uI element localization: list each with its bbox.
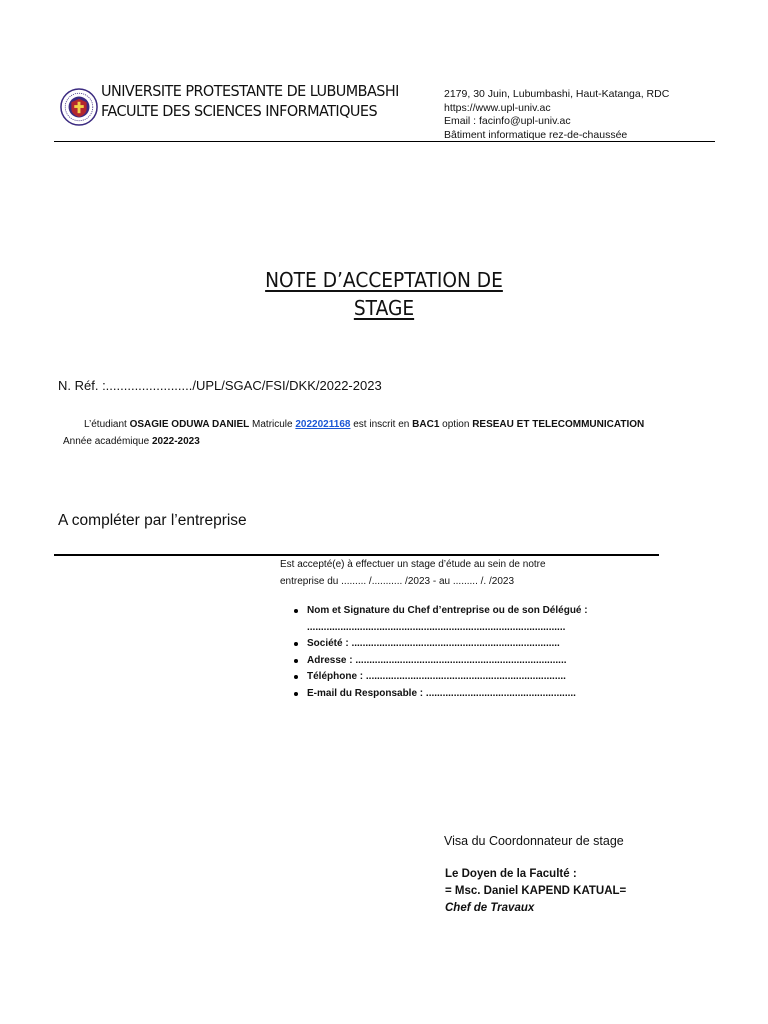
matricule-link[interactable]: 2022021168	[295, 419, 351, 430]
internship-dates[interactable]: entreprise du ......... /........... /2023 - au ......... /. /2023	[280, 576, 515, 587]
matricule-label: Matricule	[249, 419, 296, 430]
academic-year: 2022-2023	[151, 436, 200, 447]
dean-signature-block	[445, 866, 626, 917]
academic-year-line	[63, 435, 200, 449]
faculty-name: FACULTE DES SCIENCES INFORMATIQUES	[101, 102, 378, 120]
enrolled-text: est inscrit en	[350, 419, 413, 430]
student-intro: L’étudiant	[84, 419, 130, 430]
building-line: Bâtiment informatique rez-de-chaussée	[444, 128, 628, 141]
dean-title: Le Doyen de la Faculté :	[445, 868, 577, 880]
academic-year-label: Année académique	[63, 436, 152, 447]
chief-signature-dots[interactable]: .............................................................................................	[307, 621, 566, 633]
company-address-field[interactable]: Adresse : ............................................................................	[290, 653, 588, 670]
option-label: option	[439, 419, 473, 430]
student-name: OSAGIE ODUWA DANIEL	[129, 419, 250, 430]
header-divider	[54, 141, 715, 142]
company-fields-list	[290, 603, 588, 702]
section-divider	[54, 554, 659, 556]
chief-signature-field[interactable]: Nom et Signature du Chef d’entreprise ou de son Délégué :	[290, 603, 588, 620]
university-seal-logo	[60, 88, 98, 126]
reference-number: N. Réf. :......................../UPL/SGAC/FSI/DKK/2022-2023	[58, 378, 382, 393]
company-name-field[interactable]: Société : ...........................................................................	[290, 636, 588, 653]
title-line-2: STAGE	[353, 296, 415, 320]
email-line[interactable]: Email : facinfo@upl-univ.ac	[444, 115, 571, 127]
acceptance-text: Est accepté(e) à effectuer un stage d’étude au sein de notre	[280, 559, 546, 570]
document-title	[27, 266, 741, 322]
student-level: BAC1	[412, 419, 440, 430]
address-line: 2179, 30 Juin, Lubumbashi, Haut-Katanga, RDC	[444, 88, 670, 100]
company-section-heading: A compléter par l’entreprise	[58, 512, 247, 529]
student-statement	[84, 418, 644, 432]
title-line-1: NOTE D’ACCEPTATION DE	[265, 268, 503, 292]
website-link[interactable]: https://www.upl-univ.ac	[444, 101, 551, 114]
dean-rank: Chef de Travaux	[445, 902, 535, 914]
student-option: RESEAU ET TELECOMMUNICATION	[472, 419, 645, 430]
coordinator-visa: Visa du Coordonnateur de stage	[444, 834, 624, 848]
dean-name: = Msc. Daniel KAPEND KATUAL=	[445, 885, 627, 897]
responsible-email-field[interactable]: E-mail du Responsable : ......................................................	[290, 686, 588, 703]
university-name: UNIVERSITE PROTESTANTE DE LUBUMBASHI	[101, 82, 399, 100]
company-phone-field[interactable]: Téléphone : ........................................................................	[290, 669, 588, 686]
